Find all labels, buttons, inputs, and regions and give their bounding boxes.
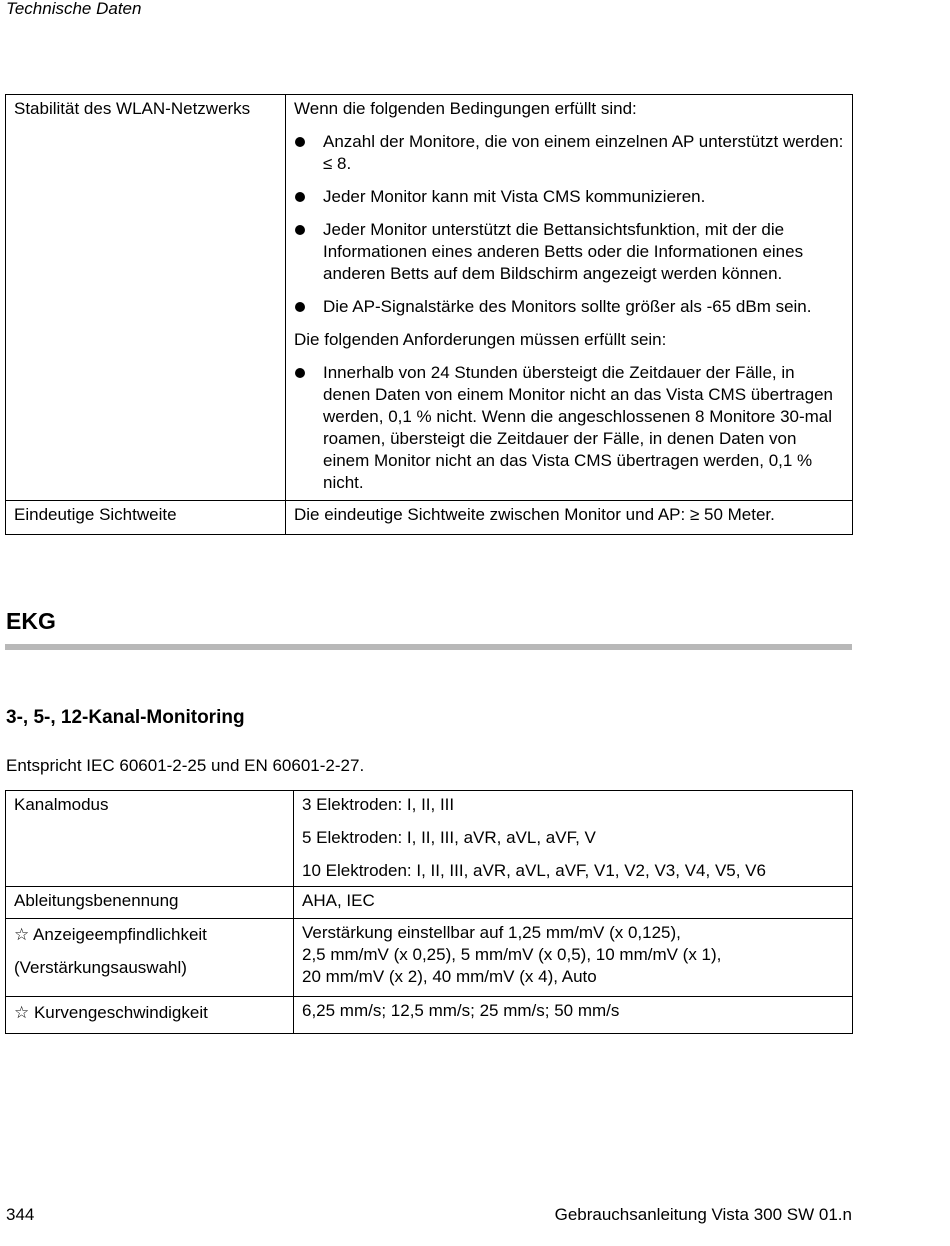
bullet-icon	[295, 302, 305, 312]
page-number: 344	[6, 1205, 35, 1224]
conditions-list	[294, 131, 844, 318]
list-item: Jeder Monitor unterstützt die Bettansichtsfunktion, mit der die Informationen eines anderen Betts oder die Informationen eines anderen Betts auf dem Bildschirm angezeigt werden können.	[294, 219, 844, 285]
sensitivity-line: Verstärkung einstellbar auf 1,25 mm/mV (x 0,125),	[302, 923, 681, 942]
table-row	[6, 997, 853, 1034]
table-row	[6, 791, 853, 887]
sensitivity-line: 2,5 mm/mV (x 0,25), 5 mm/mV (x 0,5), 10 mm/mV (x 1),	[302, 945, 722, 964]
table-row	[6, 95, 853, 501]
channel-mode-3: 3 Elektroden: I, II, III	[302, 795, 455, 814]
list-item: Die AP-Signalstärke des Monitors sollte größer als -65 dBm sein.	[294, 296, 844, 318]
row-label-sensitivity	[6, 919, 294, 997]
footer-doc-title: Gebrauchsanleitung Vista 300 SW 01.n	[554, 1205, 852, 1224]
row-value-sweep-speed: 6,25 mm/s; 12,5 mm/s; 25 mm/s; 50 mm/s	[294, 997, 853, 1034]
section-divider	[5, 644, 852, 650]
running-header: Technische Daten	[6, 0, 142, 18]
row-value-sensitivity	[294, 919, 853, 997]
sensitivity-line: 20 mm/mV (x 2), 40 mm/mV (x 4), Auto	[302, 967, 597, 986]
list-item: Jeder Monitor kann mit Vista CMS kommunizieren.	[294, 186, 844, 208]
row-value-channel-mode	[294, 791, 853, 887]
requirements-intro: Die folgenden Anforderungen müssen erfüllt sein:	[294, 330, 667, 349]
bullet-icon	[295, 137, 305, 147]
bullet-icon	[295, 225, 305, 235]
sensitivity-label-line2: (Verstärkungsauswahl)	[14, 958, 187, 977]
bullet-icon	[295, 192, 305, 202]
table-row	[6, 501, 853, 535]
row-value-wlan-stability	[286, 95, 853, 501]
list-item: Innerhalb von 24 Stunden übersteigt die Zeitdauer der Fälle, in denen Daten von einem Monitor nicht an das Vista CMS übertragen werden, 0,1 % nicht. Wenn die angeschlossenen 8 Monitore 30-mal roamen, übersteigt die Zeitdauer der Fälle, in denen Daten von einem Monitor nicht an das Vista CMS übertragen werden, 0,1 % nicht.	[294, 362, 844, 494]
row-value-line-of-sight: Die eindeutige Sichtweite zwischen Monitor und AP: ≥ 50 Meter.	[286, 501, 853, 535]
standards-note: Entspricht IEC 60601-2-25 und EN 60601-2-27.	[6, 756, 365, 775]
wlan-spec-table	[5, 94, 853, 535]
requirements-list	[294, 362, 844, 494]
row-label-wlan-stability: Stabilität des WLAN-Netzwerks	[6, 95, 286, 501]
channel-mode-5: 5 Elektroden: I, II, III, aVR, aVL, aVF, V	[302, 828, 596, 847]
section-title-ekg: EKG	[6, 608, 56, 634]
table-row	[6, 919, 853, 997]
row-label-channel-mode: Kanalmodus	[6, 791, 294, 887]
bullet-icon	[295, 368, 305, 378]
conditions-intro: Wenn die folgenden Bedingungen erfüllt sind:	[294, 99, 637, 118]
subsection-title: 3-, 5-, 12-Kanal-Monitoring	[6, 707, 245, 728]
row-label-sweep-speed: ☆ Kurvengeschwindigkeit	[6, 997, 294, 1034]
list-item: Anzahl der Monitore, die von einem einzelnen AP unterstützt werden: ≤ 8.	[294, 131, 844, 175]
sensitivity-label-line1: ☆ Anzeigeempfindlichkeit	[14, 925, 207, 944]
channel-mode-10: 10 Elektroden: I, II, III, aVR, aVL, aVF, V1, V2, V3, V4, V5, V6	[302, 861, 766, 880]
row-label-lead-naming: Ableitungsbenennung	[6, 887, 294, 919]
row-value-lead-naming: AHA, IEC	[294, 887, 853, 919]
ekg-spec-table	[5, 790, 853, 1034]
row-label-line-of-sight: Eindeutige Sichtweite	[6, 501, 286, 535]
table-row	[6, 887, 853, 919]
